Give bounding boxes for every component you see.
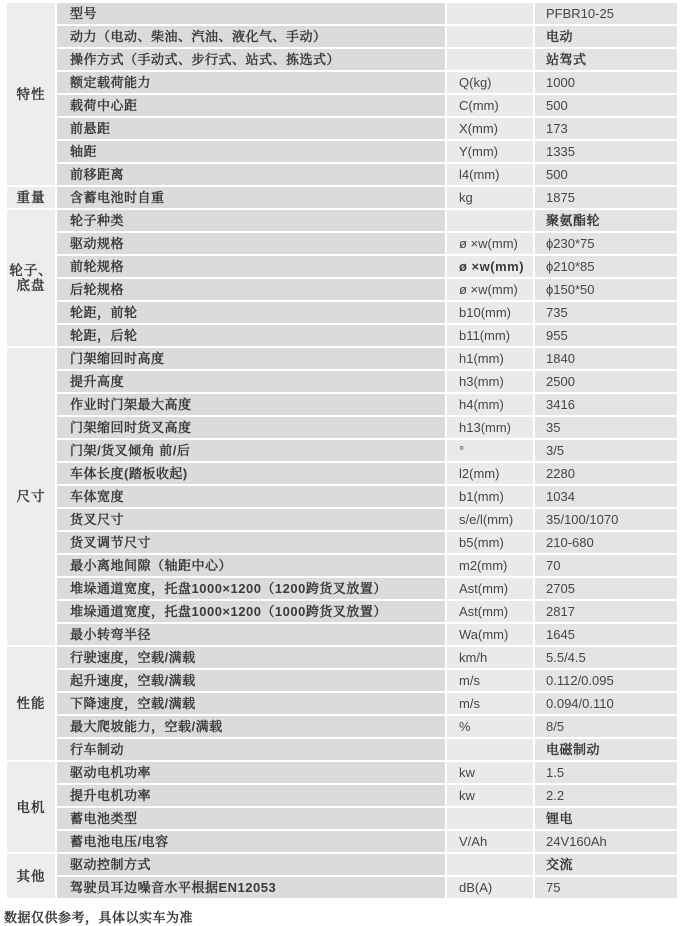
value-cell: ϕ210*85 (535, 256, 677, 277)
value-cell: 1645 (535, 624, 677, 645)
value-cell: 2705 (535, 578, 677, 599)
unit-cell: kw (447, 785, 533, 806)
unit-cell: l4(mm) (447, 164, 533, 185)
table-row (7, 463, 677, 484)
unit-cell: % (447, 716, 533, 737)
value-cell: 电动 (535, 26, 677, 47)
value-cell: 聚氨酯轮 (535, 210, 677, 231)
category-cell: 特性 (7, 3, 55, 185)
spec-label-cell: 堆垛通道宽度，托盘1000×1200（1000跨货叉放置） (57, 601, 445, 622)
unit-cell: l2(mm) (447, 463, 533, 484)
unit-cell: ° (447, 440, 533, 461)
value-cell: 1840 (535, 348, 677, 369)
table-row (7, 532, 677, 553)
unit-cell: h1(mm) (447, 348, 533, 369)
spec-label-cell: 货叉尺寸 (57, 509, 445, 530)
spec-label-cell: 最小离地间隙（轴距中心） (57, 555, 445, 576)
value-cell: 交流 (535, 854, 677, 875)
spec-label-cell: 蓄电池类型 (57, 808, 445, 829)
unit-cell (447, 49, 533, 70)
spec-label-cell: 轮距，前轮 (57, 302, 445, 323)
value-cell: 3416 (535, 394, 677, 415)
table-row (7, 739, 677, 760)
spec-label-cell: 门架缩回时高度 (57, 348, 445, 369)
spec-label-cell: 堆垛通道宽度，托盘1000×1200（1200跨货叉放置） (57, 578, 445, 599)
value-cell: 1.5 (535, 762, 677, 783)
value-cell: 500 (535, 95, 677, 116)
value-cell: 1335 (535, 141, 677, 162)
value-cell: 735 (535, 302, 677, 323)
spec-label-cell: 门架缩回时货叉高度 (57, 417, 445, 438)
unit-cell: Ast(mm) (447, 601, 533, 622)
spec-label-cell: 轴距 (57, 141, 445, 162)
value-cell: 电磁制动 (535, 739, 677, 760)
table-row (7, 26, 677, 47)
value-cell: 5.5/4.5 (535, 647, 677, 668)
table-row (7, 302, 677, 323)
table-row (7, 49, 677, 70)
spec-label-cell: 前轮规格 (57, 256, 445, 277)
value-cell: 0.094/0.110 (535, 693, 677, 714)
table-row (7, 256, 677, 277)
unit-cell: Q(kg) (447, 72, 533, 93)
value-cell: 8/5 (535, 716, 677, 737)
spec-label-cell: 操作方式（手动式、步行式、站式、拣选式） (57, 49, 445, 70)
unit-cell: m/s (447, 670, 533, 691)
unit-cell: b10(mm) (447, 302, 533, 323)
table-row (7, 716, 677, 737)
value-cell: 70 (535, 555, 677, 576)
unit-cell: h13(mm) (447, 417, 533, 438)
unit-cell (447, 3, 533, 24)
value-cell: 0.112/0.095 (535, 670, 677, 691)
table-row (7, 233, 677, 254)
value-cell: ϕ150*50 (535, 279, 677, 300)
table-row (7, 348, 677, 369)
spec-label-cell: 最小转弯半径 (57, 624, 445, 645)
value-cell: ϕ230*75 (535, 233, 677, 254)
value-cell: 2817 (535, 601, 677, 622)
table-row (7, 325, 677, 346)
spec-label-cell: 蓄电池电压/电容 (57, 831, 445, 852)
unit-cell (447, 739, 533, 760)
spec-table-body (7, 3, 677, 898)
unit-cell: X(mm) (447, 118, 533, 139)
unit-cell: kg (447, 187, 533, 208)
value-cell: 35/100/1070 (535, 509, 677, 530)
value-cell: 75 (535, 877, 677, 898)
spec-label-cell: 动力（电动、柴油、汽油、液化气、手动） (57, 26, 445, 47)
category-cell: 尺寸 (7, 348, 55, 645)
table-row (7, 3, 677, 24)
value-cell: 2.2 (535, 785, 677, 806)
value-cell: 500 (535, 164, 677, 185)
table-row (7, 440, 677, 461)
table-row (7, 417, 677, 438)
unit-cell: s/e/l(mm) (447, 509, 533, 530)
unit-cell: b5(mm) (447, 532, 533, 553)
table-row (7, 693, 677, 714)
unit-cell (447, 26, 533, 47)
spec-label-cell: 驾驶员耳边噪音水平根据EN12053 (57, 877, 445, 898)
table-row (7, 164, 677, 185)
spec-label-cell: 车体长度(踏板收起) (57, 463, 445, 484)
value-cell: 2280 (535, 463, 677, 484)
table-row (7, 785, 677, 806)
table-row (7, 854, 677, 875)
spec-label-cell: 提升高度 (57, 371, 445, 392)
unit-cell: V/Ah (447, 831, 533, 852)
unit-cell: ø ×w(mm) (447, 279, 533, 300)
unit-cell: Wa(mm) (447, 624, 533, 645)
unit-cell: b1(mm) (447, 486, 533, 507)
spec-label-cell: 后轮规格 (57, 279, 445, 300)
table-row (7, 877, 677, 898)
table-row (7, 578, 677, 599)
table-row (7, 670, 677, 691)
spec-table (5, 1, 679, 900)
spec-label-cell: 车体宽度 (57, 486, 445, 507)
unit-cell: b11(mm) (447, 325, 533, 346)
value-cell: 1000 (535, 72, 677, 93)
unit-cell: ø ×w(mm) (447, 256, 533, 277)
spec-label-cell: 型号 (57, 3, 445, 24)
table-row (7, 72, 677, 93)
spec-label-cell: 载荷中心距 (57, 95, 445, 116)
unit-cell: h3(mm) (447, 371, 533, 392)
unit-cell: m2(mm) (447, 555, 533, 576)
unit-cell: kw (447, 762, 533, 783)
table-row (7, 509, 677, 530)
unit-cell (447, 808, 533, 829)
category-cell: 重量 (7, 187, 55, 208)
table-row (7, 95, 677, 116)
spec-label-cell: 驱动控制方式 (57, 854, 445, 875)
value-cell: 站驾式 (535, 49, 677, 70)
unit-cell: m/s (447, 693, 533, 714)
table-row (7, 279, 677, 300)
spec-label-cell: 额定载荷能力 (57, 72, 445, 93)
value-cell: 1875 (535, 187, 677, 208)
spec-label-cell: 下降速度，空载/满载 (57, 693, 445, 714)
spec-label-cell: 前移距离 (57, 164, 445, 185)
table-row (7, 555, 677, 576)
spec-label-cell: 驱动电机功率 (57, 762, 445, 783)
spec-label-cell: 前悬距 (57, 118, 445, 139)
value-cell: 955 (535, 325, 677, 346)
table-row (7, 118, 677, 139)
category-cell: 电机 (7, 762, 55, 852)
table-row (7, 624, 677, 645)
unit-cell (447, 210, 533, 231)
value-cell: 3/5 (535, 440, 677, 461)
spec-label-cell: 最大爬坡能力，空载/满载 (57, 716, 445, 737)
unit-cell: km/h (447, 647, 533, 668)
unit-cell: ø ×w(mm) (447, 233, 533, 254)
table-row (7, 831, 677, 852)
table-row (7, 187, 677, 208)
table-row (7, 371, 677, 392)
table-row (7, 486, 677, 507)
category-cell: 其他 (7, 854, 55, 898)
spec-label-cell: 货叉调节尺寸 (57, 532, 445, 553)
spec-label-cell: 提升电机功率 (57, 785, 445, 806)
unit-cell (447, 854, 533, 875)
value-cell: 210-680 (535, 532, 677, 553)
unit-cell: dB(A) (447, 877, 533, 898)
table-row (7, 647, 677, 668)
spec-label-cell: 轮子种类 (57, 210, 445, 231)
spec-label-cell: 含蓄电池时自重 (57, 187, 445, 208)
spec-label-cell: 门架/货叉倾角 前/后 (57, 440, 445, 461)
table-row (7, 210, 677, 231)
unit-cell: C(mm) (447, 95, 533, 116)
value-cell: 锂电 (535, 808, 677, 829)
unit-cell: Y(mm) (447, 141, 533, 162)
value-cell: PFBR10-25 (535, 3, 677, 24)
disclaimer-note: 数据仅供参考，具体以实车为准 (4, 910, 194, 925)
spec-label-cell: 驱动规格 (57, 233, 445, 254)
table-row (7, 394, 677, 415)
unit-cell: h4(mm) (447, 394, 533, 415)
spec-label-cell: 作业时门架最大高度 (57, 394, 445, 415)
spec-label-cell: 行车制动 (57, 739, 445, 760)
spec-label-cell: 轮距，后轮 (57, 325, 445, 346)
value-cell: 1034 (535, 486, 677, 507)
table-row (7, 762, 677, 783)
spec-label-cell: 起升速度，空载/满载 (57, 670, 445, 691)
value-cell: 173 (535, 118, 677, 139)
spec-label-cell: 行驶速度，空载/满载 (57, 647, 445, 668)
category-cell: 性能 (7, 647, 55, 760)
table-row (7, 601, 677, 622)
value-cell: 24V160Ah (535, 831, 677, 852)
value-cell: 35 (535, 417, 677, 438)
category-cell: 轮子、底盘 (7, 210, 55, 346)
table-row (7, 808, 677, 829)
table-row (7, 141, 677, 162)
value-cell: 2500 (535, 371, 677, 392)
unit-cell: Ast(mm) (447, 578, 533, 599)
